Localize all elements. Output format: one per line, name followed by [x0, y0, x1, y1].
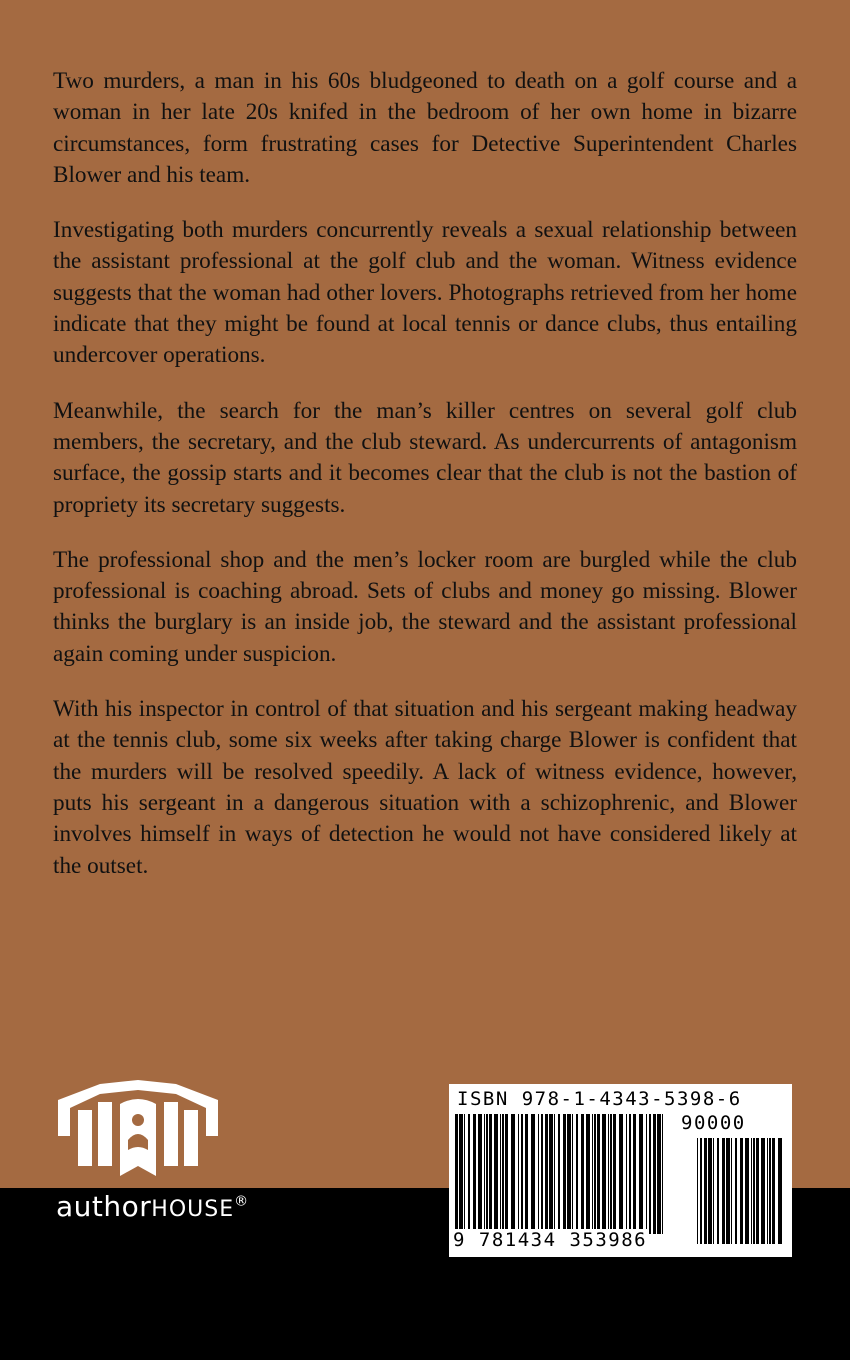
- isbn-label: ISBN 978-1-4343-5398-6: [457, 1088, 742, 1110]
- publisher-wordmark: [56, 1190, 249, 1223]
- isbn-barcode: [449, 1084, 792, 1257]
- price-addon: 90000: [681, 1112, 746, 1134]
- blurb-paragraph-3: Meanwhile, the search for the man’s killer centres on several golf club members, the secretary, and the club steward. As undercurrents of antagonism surface, the gossip starts and it becomes clear that the club is not the bastion of propriety its secretary suggests.: [53, 397, 797, 518]
- publisher-name-house: HOUSE: [151, 1197, 235, 1222]
- authorhouse-logo-icon: [56, 1080, 276, 1184]
- publisher-name-author: author: [56, 1190, 152, 1223]
- blurb-paragraph-2: Investigating both murders concurrently reveals a sexual relationship between the assistant professional at the golf club and the woman. Witness evidence suggests that the woman had other lovers. Photographs retrieved from her home indicate that they might be found at local tennis or dance clubs, thus entailing undercover operations.: [53, 217, 797, 369]
- blurb-paragraph-5: With his inspector in control of that situation and his sergeant making headway at the tennis club, some six weeks after taking charge Blower is confident that the murders will be resolved speedily. A lack of witness evidence, however, puts his sergeant in a dangerous situation with a schizophrenic, and Blower involves himself in ways of detection he would not have considered likely at the outset.: [53, 696, 797, 879]
- blurb-paragraph-1: Two murders, a man in his 60s bludgeoned to death on a golf course and a woman in her late 20s knifed in the bedroom of her own home in bizarre circumstances, form frustrating cases for Detective Superintendent Charles Blower and his team.: [53, 68, 797, 188]
- blurb-paragraph-4: The professional shop and the men’s locker room are burgled while the club professional is coaching abroad. Sets of clubs and money go missing. Blower thinks the burglary is an inside job, the steward and the assistant professional again coming under suspicion.: [53, 546, 797, 667]
- ean-number: 9 781434 353986: [453, 1229, 648, 1251]
- blurb-text: [53, 66, 797, 906]
- registered-mark: ®: [234, 1193, 249, 1210]
